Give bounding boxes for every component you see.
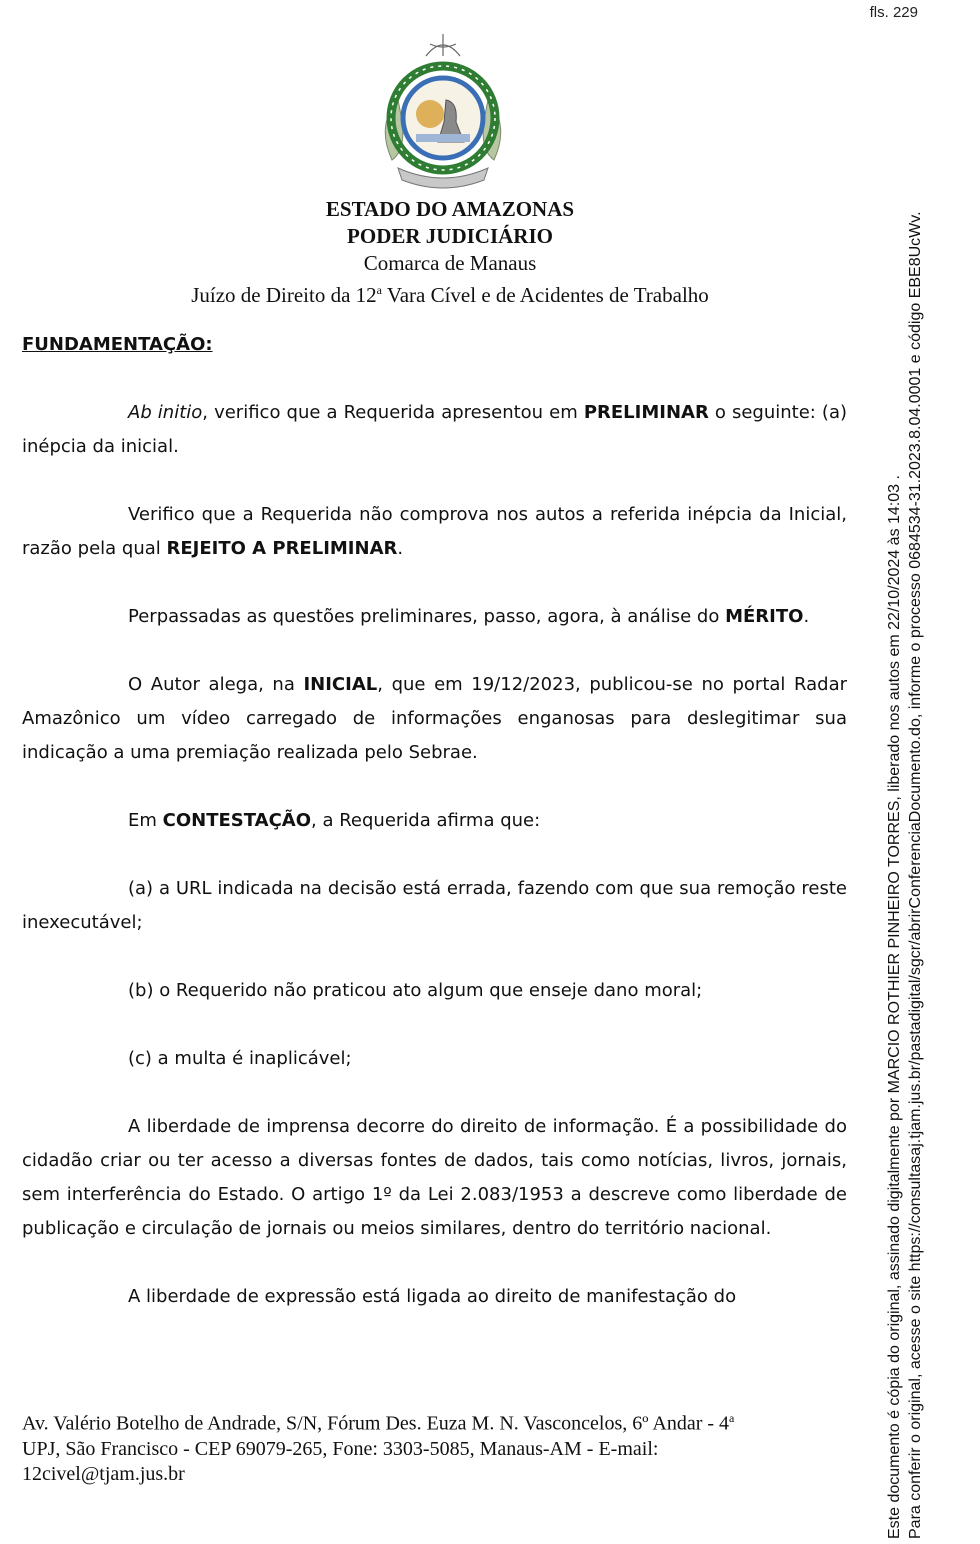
document-footer-address [22,1406,852,1487]
header-district: Comarca de Manaus [363,251,537,275]
document-body [22,328,847,1348]
paragraph-1: Ab initio, verifico que a Requerida apresentou em PRELIMINAR o seguinte: (a) inépcia da inicial. [22,402,847,457]
digital-signature-note [884,99,926,1539]
paragraph-8: (c) a multa é inaplicável; [128,1048,352,1069]
seal-crest [426,34,460,56]
seal-sun [416,100,444,128]
signature-note-line-2: Para conferir o original, acesse o site https://consultasaj.tjam.jus.br/pastadigital/sgcr/abrirConferenciaDocumento.do, informe o processo 0684534-31.2023.8.04.0001 e código EBE8UcWv. [907,211,924,1539]
paragraph-3: Perpassadas as questões preliminares, passo, agora, à análise do MÉRITO. [128,606,810,627]
header-court: Juízo de Direito da 12$^a$ Vara Cível e de Acidentes de Trabalho [191,283,709,307]
paragraph-9: A liberdade de imprensa decorre do direito de informação. É a possibilidade do cidadão criar ou ter acesso a diversas fontes de dados, tais como notícias, livros, jornais, sem interferência do Estado. O artigo 1º da Lei 2.083/1953 a descreve como liberdade de publicação e circulação de jornais ou meios similares, dentro do território nacional. [22,1116,847,1239]
paragraph-5: Em CONTESTAÇÃO, a Requerida afirma que: [128,810,541,831]
footer-line-1: Av. Valério Botelho de Andrade, S/N, Fórum Des. Euza M. N. Vasconcelos, 6º Andar - 4$^a$ [22,1411,735,1435]
header-state: ESTADO DO AMAZONAS [325,197,575,221]
coat-of-arms-seal [368,30,518,192]
page-number-label: fls. 229 [869,4,918,21]
document-header [0,196,900,309]
paragraph-6: (a) a URL indicada na decisão está errada, fazendo com que sua remoção reste inexecutável; [22,878,847,933]
paragraph-4: O Autor alega, na INICIAL, que em 19/12/2023, publicou-se no portal Radar Amazônico um vídeo carregado de informações enganosas para deslegitimar sua indicação a uma premiação realizada pelo Sebrae. [22,674,847,763]
paragraph-2: Verifico que a Requerida não comprova nos autos a referida inépcia da Inicial, razão pela qual REJEITO A PRELIMINAR. [22,504,847,559]
paragraph-7: (b) o Requerido não praticou ato algum que enseje dano moral; [128,980,703,1001]
section-title: FUNDAMENTAÇÃO: [22,334,213,355]
header-branch: PODER JUDICIÁRIO [347,224,553,248]
paragraph-10: A liberdade de expressão está ligada ao direito de manifestação do [128,1286,737,1307]
footer-email: 12civel@tjam.jus.br [22,1462,185,1485]
footer-line-2: UPJ, São Francisco - CEP 69079-265, Fone: 3303-5085, Manaus-AM - E-mail: [22,1437,659,1460]
signature-note-line-1: Este documento é cópia do original, assinado digitalmente por MARCIO ROTHIER PINHEIRO TORRES, liberado nos autos em 22/10/2024 às 14:03 . [886,475,903,1539]
